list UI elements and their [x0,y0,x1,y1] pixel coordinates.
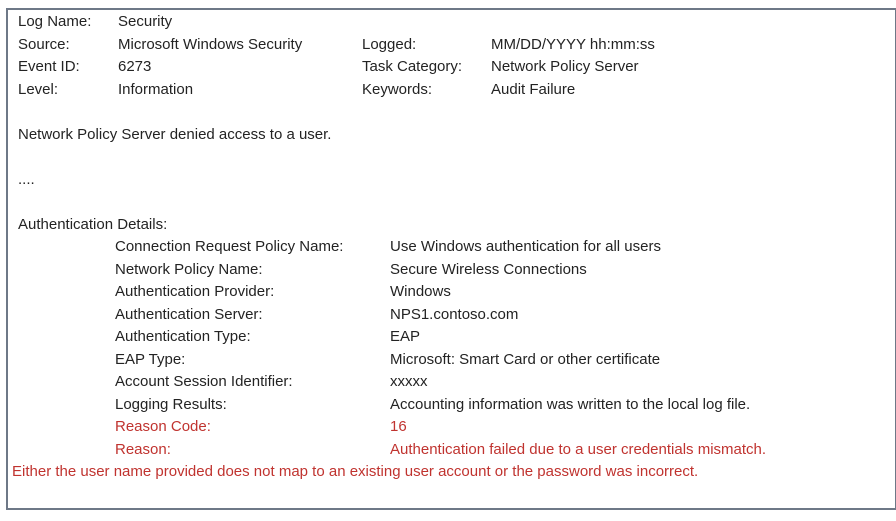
detail-row [18,371,895,394]
detail-value: Windows [390,283,451,300]
ellipsis-text: .... [18,170,35,188]
field-label: Log Name: [18,13,92,30]
auth-details-heading: Authentication Details: [18,215,168,233]
header-row-source-logged [18,34,895,57]
detail-value: Microsoft: Smart Card or other certificate [390,350,661,368]
detail-label: Account Session Identifier: [115,373,293,390]
detail-value: Accounting information was written to the local log file. [390,395,751,413]
detail-label: Connection Request Policy Name: [115,238,344,255]
detail-row [18,304,895,327]
field-label: Task Category: [362,58,463,75]
detail-label: EAP Type: [115,350,186,368]
detail-label: Authentication Type: [115,328,251,345]
event-header [18,11,895,101]
header-row-log-name [18,11,895,34]
field-label [362,11,491,34]
detail-row-reason-code [18,416,895,439]
field-label: Logged: [362,35,417,53]
field-value: Network Policy Server [491,58,639,75]
detail-row [18,236,895,259]
detail-label: Reason Code: [115,418,211,435]
field-label: Level: [18,80,59,98]
header-row-eventid-taskcategory [18,56,895,79]
detail-row [18,349,895,372]
detail-label: Logging Results: [115,395,227,413]
auth-details-list [18,236,895,461]
field-value: Audit Failure [491,80,576,98]
detail-value: 16 [390,418,407,435]
detail-label: Authentication Server: [115,305,263,323]
detail-label: Authentication Provider: [115,283,275,300]
field-label: Event ID: [18,58,80,75]
detail-row [18,394,895,417]
detail-label: Network Policy Name: [115,260,263,278]
detail-value: xxxxx [390,373,428,390]
field-value: Microsoft Windows Security [118,35,303,53]
detail-value: Authentication failed due to a user credentials mismatch. [390,440,767,458]
detail-row [18,281,895,304]
detail-row-reason [18,439,895,462]
field-label: Source: [18,35,70,53]
footer-note: Either the user name provided does not map to an existing user account or the password was incorrect. [12,463,699,480]
detail-value: Secure Wireless Connections [390,260,587,278]
field-label: Keywords: [362,80,433,98]
detail-value: NPS1.contoso.com [390,305,519,323]
detail-value: Use Windows authentication for all users [390,238,661,255]
field-value: Information [118,80,194,98]
detail-row [18,259,895,282]
detail-row [18,326,895,349]
field-value [491,11,895,34]
field-value: MM/DD/YYYY hh:mm:ss [491,35,655,53]
field-value: Security [118,13,173,30]
detail-value: EAP [390,328,421,345]
field-value: 6273 [118,58,152,75]
detail-label: Reason: [115,440,171,458]
event-detail-panel [6,8,896,510]
header-row-level-keywords [18,79,895,102]
event-description: Network Policy Server denied access to a user. [18,125,332,143]
